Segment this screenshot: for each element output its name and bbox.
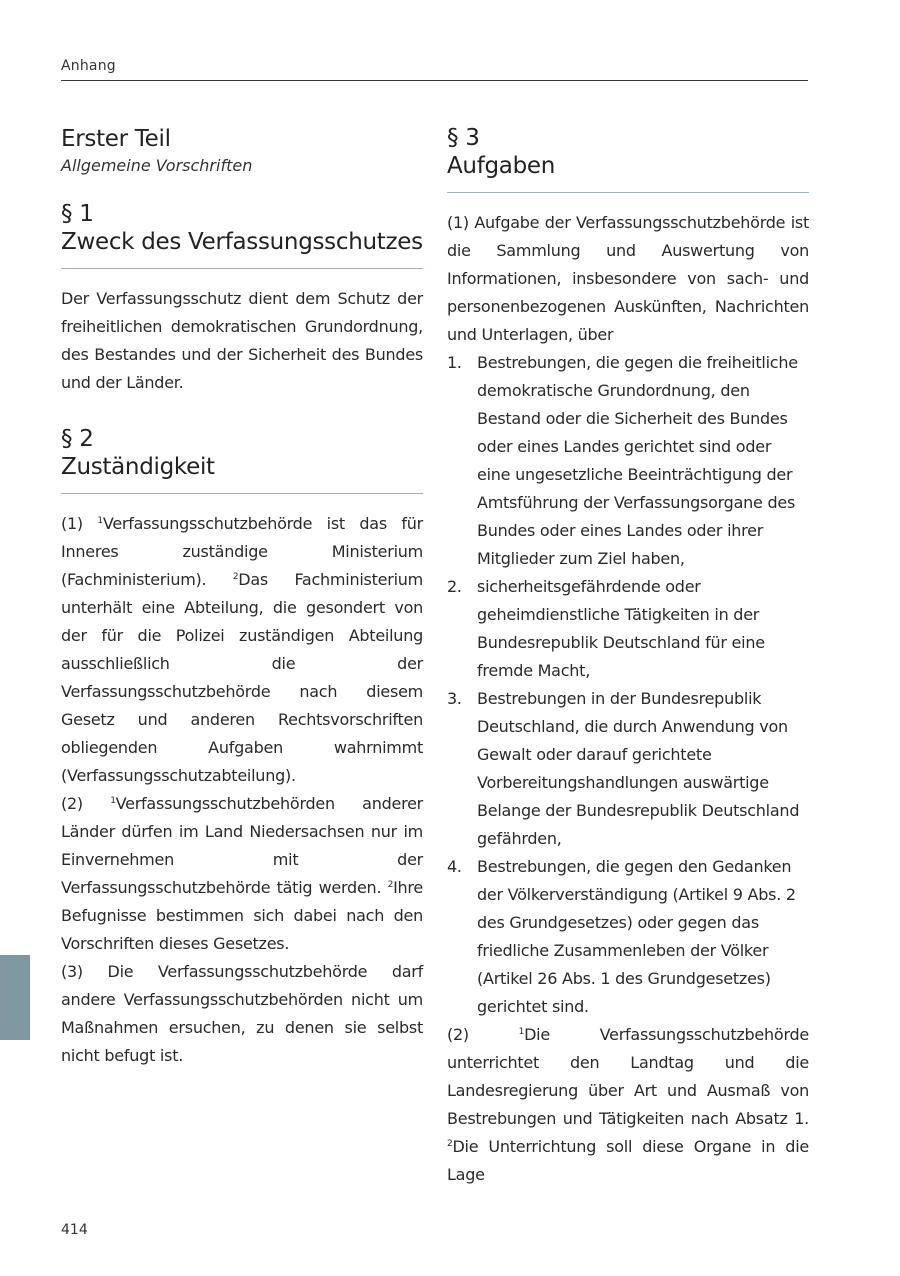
list-text: Bestrebungen, die gegen die freiheitliche demokratische Grundordnung, den Bestand oder die Sicherheit des Bundes oder eines Landes gerichtet sind oder eine ungesetzliche Beeinträchtigung der Amtsführung der Verfassungsorgane des Bundes oder eines Landes oder ihrer Mitglieder zum Ziel haben, xyxy=(477,353,798,568)
list-number: 4. xyxy=(447,857,462,876)
sentence: Das Fachministerium unterhält eine Abteilung, die gesondert von der für die Polizei zuständigen Abteilung ausschließlich die der Verfassungsschutzbehörde nach diesem Gesetz und anderen Rechtsvorschriften obliegenden Aufgaben wahrnimmt (Verfassungsschutzabteilung). xyxy=(61,570,423,785)
paragraph-label: (2) xyxy=(61,794,83,813)
sentence: Ihre Befugnisse bestimmen sich dabei nach den Vorschriften dieses Gesetzes. xyxy=(61,878,423,953)
section-rule xyxy=(447,192,809,193)
paragraph-1 xyxy=(61,510,423,790)
section-number: § 1 xyxy=(61,201,94,227)
part-title: Erster Teil xyxy=(61,126,171,152)
section-title: Zuständigkeit xyxy=(61,454,215,480)
left-column xyxy=(61,124,423,1070)
sentence: Verfassungsschutzbehörden anderer Länder dürfen im Land Niedersachsen nur im Einvernehmen mit der Verfassungsschutzbehörde tätig werden. xyxy=(61,794,423,897)
header-rule xyxy=(61,80,808,81)
list-number: 2. xyxy=(447,577,462,596)
sentence-marker: 1 xyxy=(518,1027,525,1037)
right-column xyxy=(447,124,809,1189)
sentence: Verfassungsschutzbehörde ist das für Inneres zuständige Ministerium (Fachministerium). xyxy=(61,514,423,589)
section-2 xyxy=(61,425,423,1070)
part-subtitle: Allgemeine Vorschriften xyxy=(61,156,253,175)
running-head: Anhang xyxy=(61,58,116,74)
section-title: Aufgaben xyxy=(447,153,556,179)
list-item xyxy=(447,349,809,573)
section-3 xyxy=(447,124,809,1189)
section-number: § 3 xyxy=(447,125,480,151)
sentence: Die Verfassungsschutzbehörde darf andere Verfassungsschutzbehörden nicht um Maßnahmen ersuchen, zu denen sie selbst nicht befugt ist. xyxy=(61,962,423,1065)
section-rule xyxy=(61,268,423,269)
section-rule xyxy=(61,493,423,494)
list-text: Bestrebungen, die gegen den Gedanken der Völkerverständigung (Artikel 9 Abs. 2 des Grundgesetzes) oder gegen das friedliche Zusammenleben der Völker (Artikel 26 Abs. 1 des Grundgesetzes) gerichtet sind. xyxy=(477,857,796,1016)
paragraph-label: (2) xyxy=(447,1025,469,1044)
sentence-marker: 2 xyxy=(387,880,394,890)
section-title: Zweck des Verfassungsschutzes xyxy=(61,229,423,255)
sentence-marker: 1 xyxy=(110,796,116,806)
list-number: 1. xyxy=(447,353,462,372)
paragraph-label: (3) xyxy=(61,962,83,981)
section-text: Der Verfassungsschutz dient dem Schutz der freiheitlichen demokratischen Grundordnung, des Bestandes und der Sicherheit des Bundes und der Länder. xyxy=(61,289,423,392)
paragraph-2 xyxy=(61,790,423,958)
paragraph-1-intro xyxy=(447,209,809,349)
list-item xyxy=(447,853,809,1021)
sentence-marker: 1 xyxy=(97,516,103,526)
numbered-list xyxy=(447,349,809,1021)
list-text: sicherheitsgefährdende oder geheimdienstliche Tätigkeiten in der Bundesrepublik Deutschland für eine fremde Macht, xyxy=(477,577,765,680)
section-1 xyxy=(61,200,423,397)
sentence-marker: 2 xyxy=(232,572,239,582)
sentence-marker: 2 xyxy=(447,1139,453,1149)
paragraph-3 xyxy=(61,958,423,1070)
paragraph-label: (1) xyxy=(447,213,469,232)
sentence: Aufgabe der Verfassungsschutzbehörde ist die Sammlung und Auswertung von Informationen, insbesondere von sach- und personenbezogenen Auskünften, Nachrichten und Unterlagen, über xyxy=(447,213,809,344)
sentence: Die Unterrichtung soll diese Organe in die Lage xyxy=(447,1137,809,1184)
paragraph-2 xyxy=(447,1021,809,1189)
paragraph-label: (1) xyxy=(61,514,83,533)
list-item xyxy=(447,573,809,685)
list-item xyxy=(447,685,809,853)
list-number: 3. xyxy=(447,689,462,708)
chapter-thumb-tab xyxy=(0,955,30,1040)
list-text: Bestrebungen in der Bundesrepublik Deutschland, die durch Anwendung von Gewalt oder darauf gerichtete Vorbereitungshandlungen auswärtige Belange der Bundesrepublik Deutschland gefährden, xyxy=(477,689,800,848)
section-number: § 2 xyxy=(61,426,94,452)
page-number: 414 xyxy=(61,1222,88,1238)
sentence: Die Verfassungsschutzbehörde unterrichtet den Landtag und die Landesregierung über Art und Ausmaß von Bestrebungen und Tätigkeiten nach Absatz 1. xyxy=(447,1025,809,1128)
